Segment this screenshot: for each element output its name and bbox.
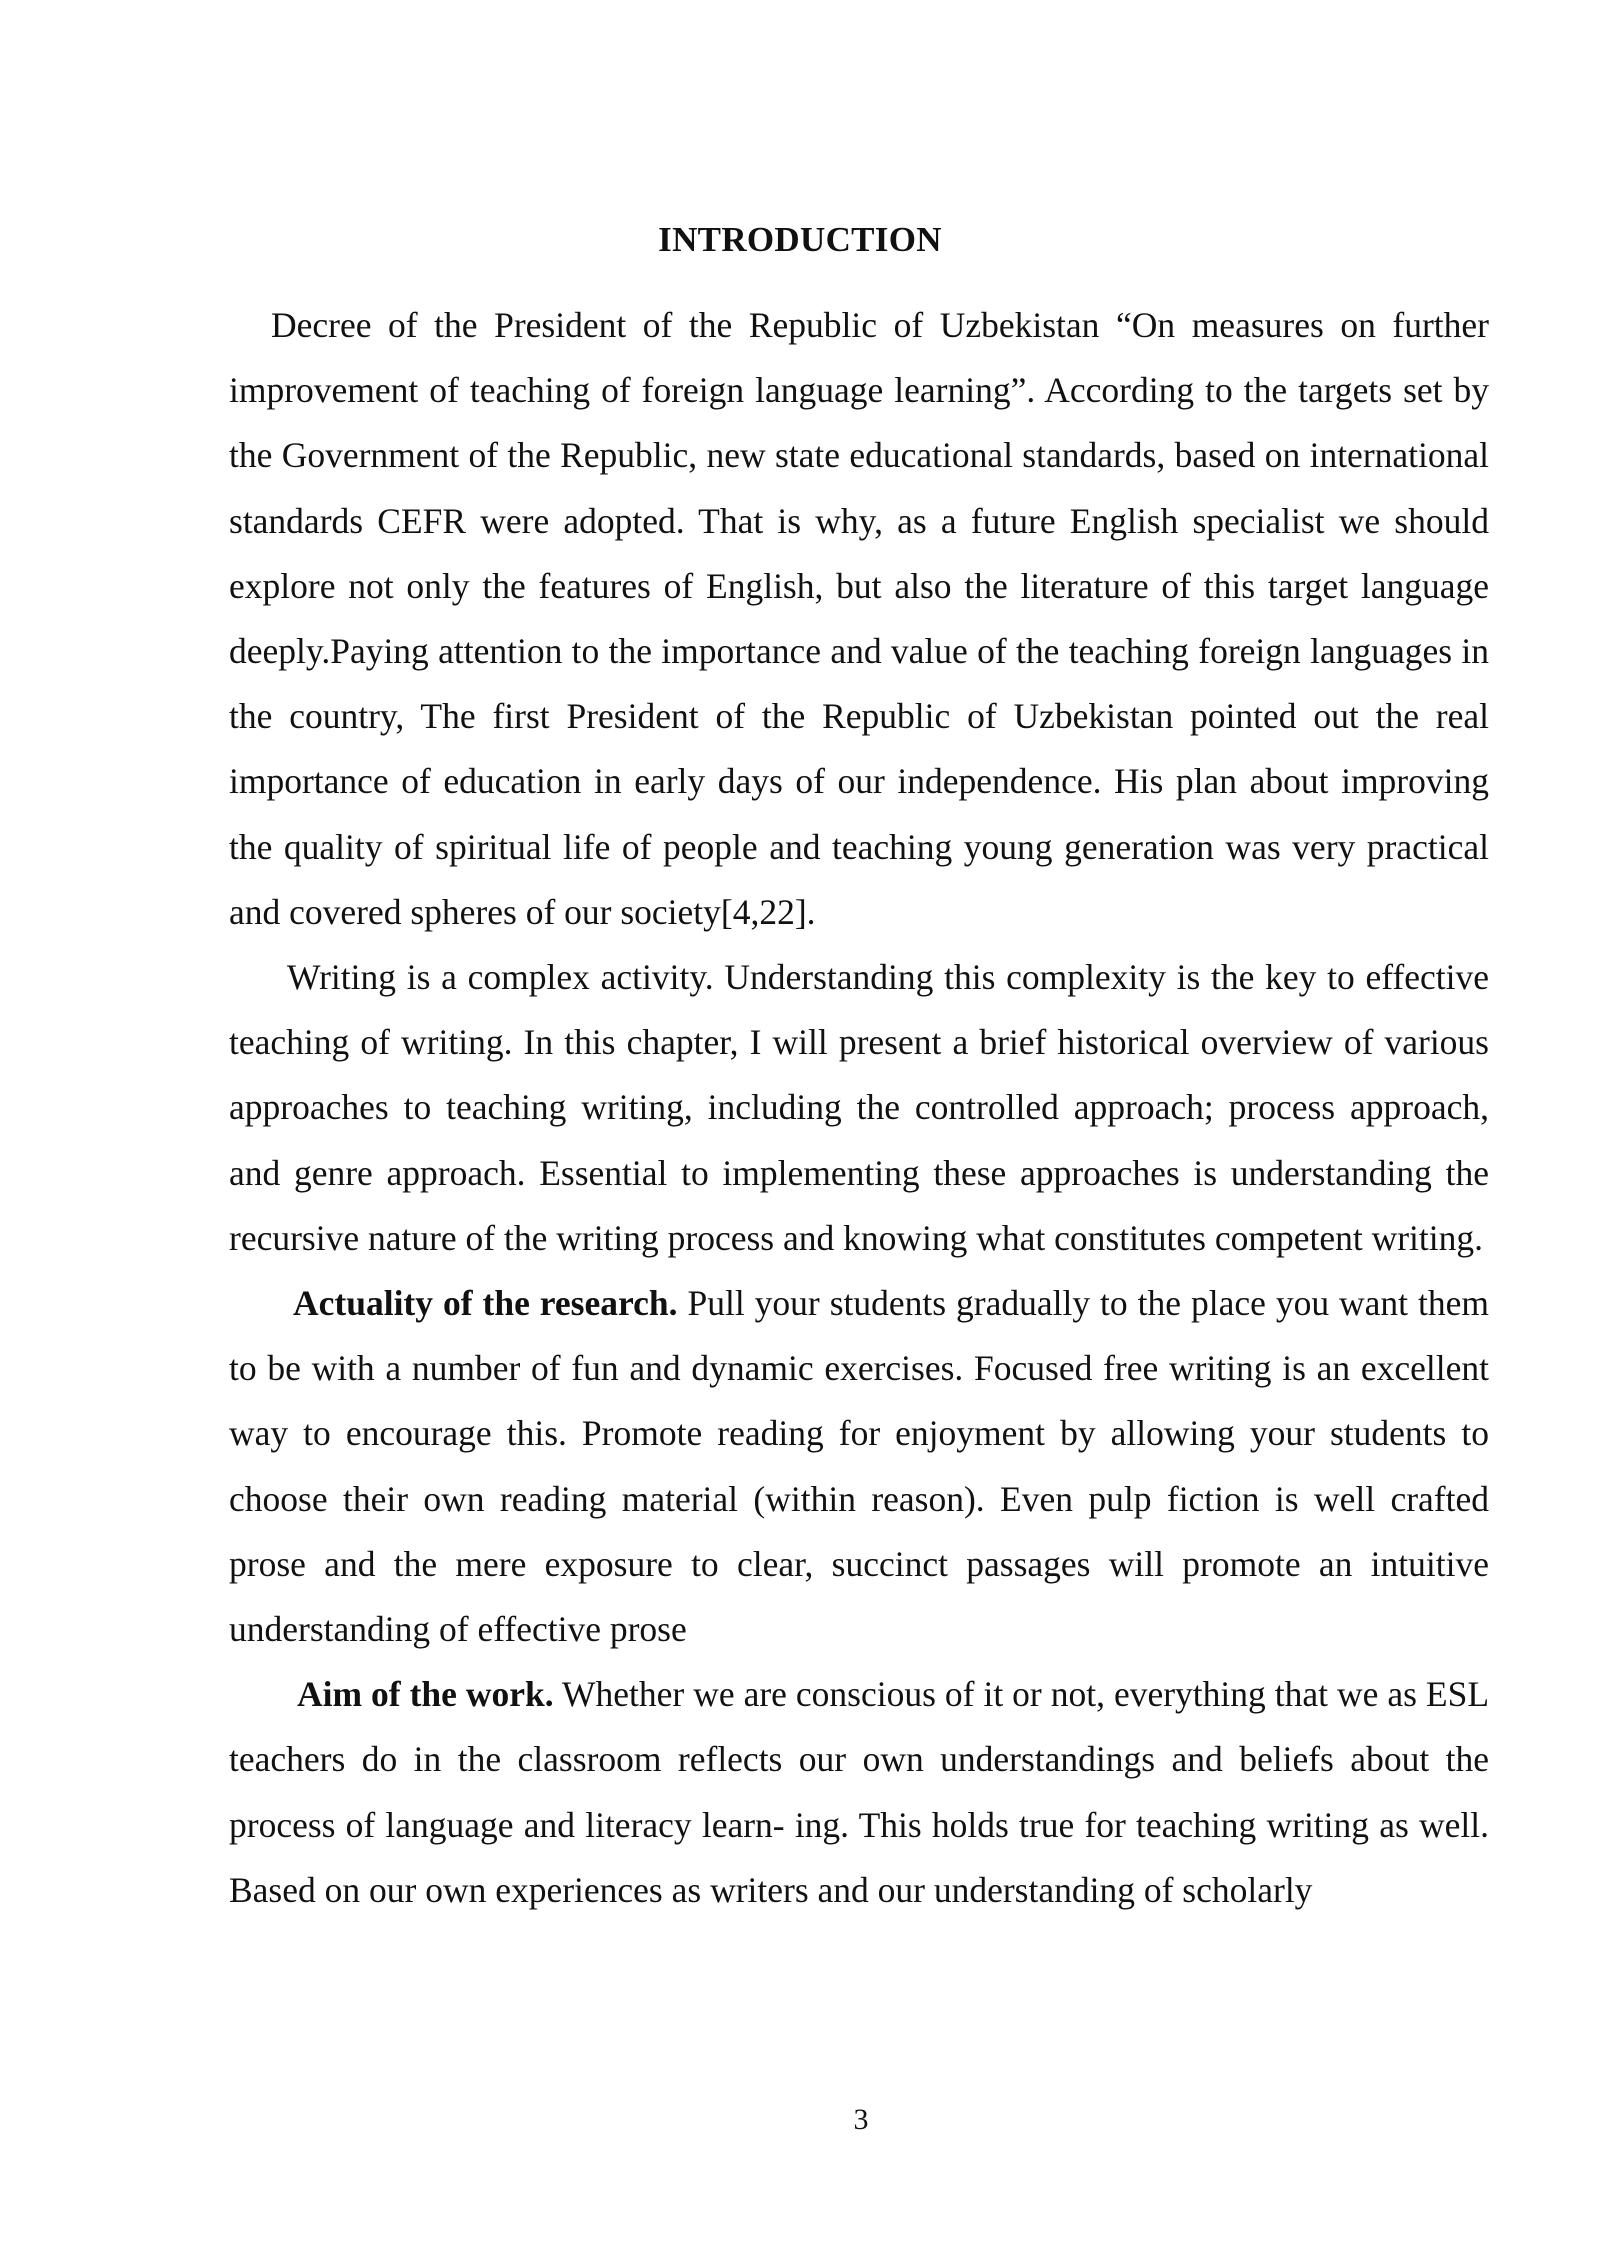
paragraph-text: Pull your students gradually to the place you want them to be with a number of fun and dynamic exercises. Focused free writing is an excellent way to encourage this. Promote reading for enjoyment by allowing your students to choose their own reading material (within reason). Even pulp fiction is well crafted prose and the mere exposure to clear, succinct passages will promote an intuitive understanding of effective prose xyxy=(229,1283,1489,1650)
paragraph-text: Writing is a complex activity. Understanding this complexity is the key to effective teaching of writing. In this chapter, I will present a brief historical overview of various approaches to teaching writing, including the controlled approach; process approach, and genre approach. Essential to implementing these approaches is understanding the recursive nature of the writing process and knowing what constitutes competent writing. xyxy=(229,957,1489,1258)
paragraph-decree xyxy=(229,293,1489,945)
page-number: 3 xyxy=(853,2103,869,2136)
paragraph-text: Whether we are conscious of it or not, everything that we as ESL teachers do in the classroom reflects our own understandings and beliefs about the process of language and literacy learn- ing. This holds true for teaching writing as well. Based on our own experiences as writers and our understanding of scholarly xyxy=(229,1674,1489,1910)
paragraph-aim xyxy=(229,1662,1489,1923)
page-title: INTRODUCTION xyxy=(658,220,942,259)
section-lead-aim: Aim of the work. xyxy=(297,1674,554,1715)
paragraph-text: Decree of the President of the Republic of Uzbekistan “On measures on further improvement of teaching of foreign language learning”. According to the targets set by the Government of the Republic, new state educational standards, based on international standards CEFR were adopted. That is why, as a future English specialist we should explore not only the features of English, but also the literature of this target language deeply.Paying attention to the importance and value of the teaching foreign languages in the country, The first President of the Republic of Uzbekistan pointed out the real importance of education in early days of our independence. His plan about improving the quality of spiritual life of people and teaching young generation was very practical and covered spheres of our society[4,22]. xyxy=(229,305,1489,932)
section-lead-actuality: Actuality of the research. xyxy=(293,1283,678,1324)
paragraph-writing-complexity xyxy=(229,945,1489,1271)
paragraph-actuality xyxy=(229,1271,1489,1662)
body-text xyxy=(229,293,1489,1923)
